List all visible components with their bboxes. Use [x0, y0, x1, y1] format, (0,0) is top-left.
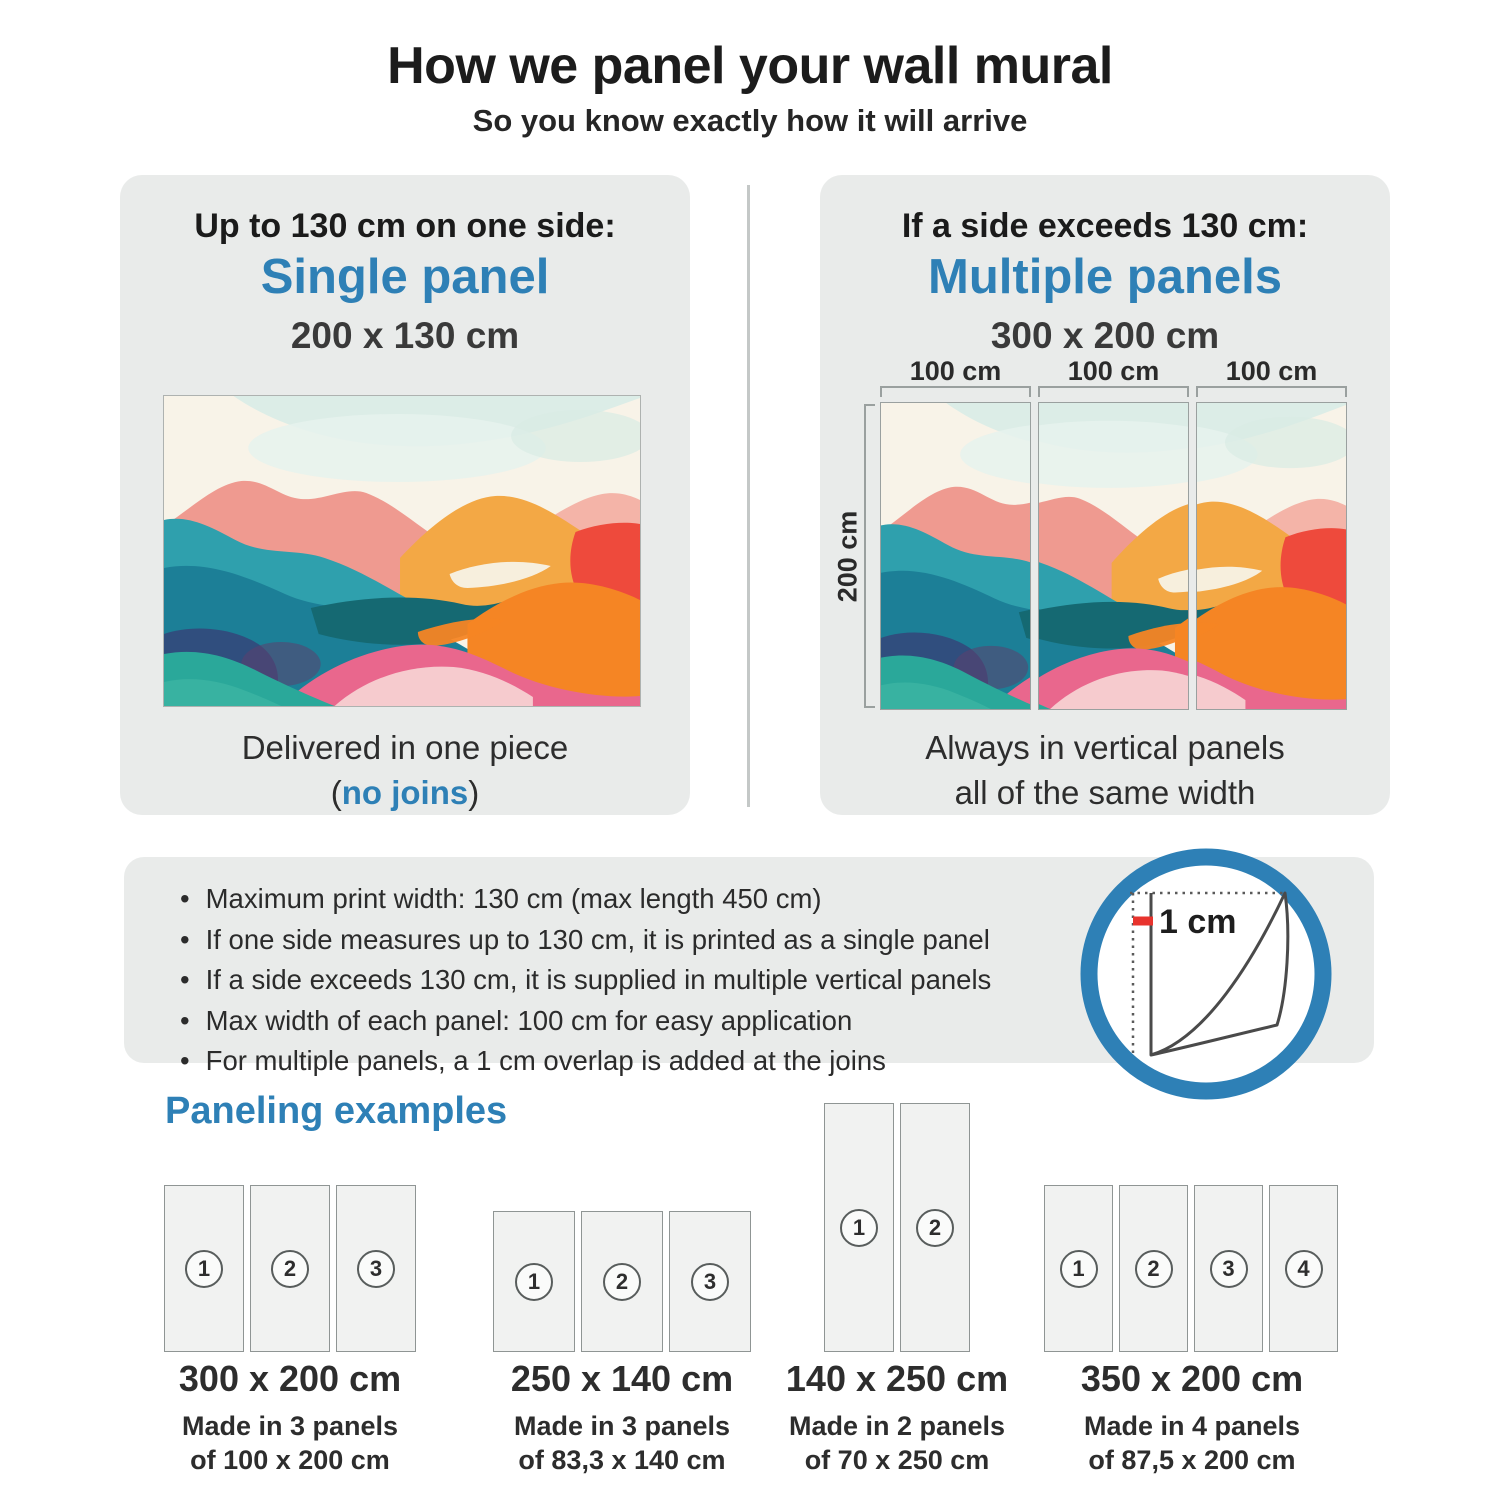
panel-number-badge: 3 [1210, 1250, 1248, 1288]
example-size: 250 x 140 cm [510, 1358, 734, 1399]
overlap-measure-label: 1 cm [1159, 903, 1237, 941]
example-panel [824, 1103, 894, 1352]
mural-artwork-slice [1197, 403, 1346, 709]
mural-image-single [163, 395, 641, 707]
panel-number-badge: 2 [271, 1250, 309, 1288]
panel-number-badge: 1 [840, 1209, 878, 1247]
page-subtitle: So you know exactly how it will arrive [472, 103, 1028, 138]
info-bullet: • If a side exceeds 130 cm, it is supplied in multiple vertical panels [180, 960, 991, 1001]
info-bullet: • If one side measures up to 130 cm, it is printed as a single panel [180, 920, 991, 961]
example-size: 350 x 200 cm [1080, 1358, 1304, 1399]
panel-number-badge: 1 [185, 1250, 223, 1288]
example-panel [250, 1185, 330, 1352]
example-panels-350x200 [1044, 1185, 1338, 1352]
width-bracket-1 [880, 386, 1031, 397]
caption-line1: Delivered in one piece [241, 729, 569, 766]
single-panel-card [120, 175, 690, 815]
example-panel [581, 1211, 663, 1352]
width-bracket-2 [1038, 386, 1189, 397]
example-size: 140 x 250 cm [785, 1358, 1009, 1399]
width-label-2: 100 cm [1067, 356, 1160, 386]
info-bullet: • For multiple panels, a 1 cm overlap is added at the joins [180, 1041, 991, 1082]
page-curl-icon [1075, 843, 1337, 1105]
panel-number-badge: 1 [1060, 1250, 1098, 1288]
height-label: 200 cm [832, 510, 863, 603]
panel-number-badge: 2 [916, 1209, 954, 1247]
info-bullet: • Max width of each panel: 100 cm for easy application [180, 1001, 991, 1042]
overlap-page-curl-icon [1075, 843, 1337, 1105]
example-panel [1044, 1185, 1113, 1352]
mural-panel-slice-2 [1038, 402, 1189, 710]
panel-number-badge: 1 [515, 1263, 553, 1301]
panel-number-badge: 2 [603, 1263, 641, 1301]
example-panel [900, 1103, 970, 1352]
mural-artwork [164, 396, 640, 706]
width-label-1: 100 cm [909, 356, 1002, 386]
example-detail: Made in 3 panels [513, 1411, 731, 1441]
mural-panel-slice-3 [1196, 402, 1347, 710]
height-bracket [864, 404, 875, 708]
example-detail: of 70 x 250 cm [804, 1445, 990, 1475]
example-panels-250x140 [493, 1211, 751, 1352]
page-title: How we panel your wall mural [387, 37, 1113, 95]
info-bullet: • Maximum print width: 130 cm (max length 450 cm) [180, 879, 991, 920]
example-panels-300x200 [164, 1185, 416, 1352]
example-size: 300 x 200 cm [178, 1358, 402, 1399]
example-panels-140x250 [824, 1103, 970, 1352]
panel-number-badge: 3 [691, 1263, 729, 1301]
caption-line1: Always in vertical panels [925, 729, 1285, 766]
info-bullet-list [180, 879, 991, 1082]
multiple-panels-condition: If a side exceeds 130 cm: [901, 207, 1309, 245]
example-detail: of 87,5 x 200 cm [1088, 1445, 1296, 1475]
example-detail: of 100 x 200 cm [190, 1445, 390, 1475]
example-caption-350x200 [1012, 1358, 1372, 1477]
example-panel [1269, 1185, 1338, 1352]
caption-highlight: no joins [341, 774, 469, 811]
caption-line2: all of the same width [954, 774, 1256, 811]
panel-number-badge: 3 [357, 1250, 395, 1288]
examples-heading: Paneling examples [165, 1090, 508, 1132]
example-panel [493, 1211, 575, 1352]
mural-artwork-slice [1039, 403, 1188, 709]
paren-open: ( [330, 774, 342, 811]
multiple-panels-heading: Multiple panels [928, 250, 1282, 304]
mural-panel-slice-1 [880, 402, 1031, 710]
example-panel [164, 1185, 244, 1352]
example-detail: Made in 2 panels [788, 1411, 1006, 1441]
single-panel-size: 200 x 130 cm [290, 315, 520, 356]
multiple-panels-size: 300 x 200 cm [990, 315, 1220, 356]
example-caption-300x200 [110, 1358, 470, 1477]
paren-close: ) [468, 774, 480, 811]
multiple-panels-card [820, 175, 1390, 815]
single-panel-condition: Up to 130 cm on one side: [194, 207, 616, 245]
example-panel [669, 1211, 751, 1352]
panel-number-badge: 2 [1135, 1250, 1173, 1288]
cards-divider [747, 185, 750, 807]
single-panel-caption [120, 725, 690, 815]
example-detail: Made in 4 panels [1083, 1411, 1301, 1441]
example-panel [1119, 1185, 1188, 1352]
width-label-3: 100 cm [1225, 356, 1318, 386]
width-bracket-3 [1196, 386, 1347, 397]
multiple-panels-caption [820, 725, 1390, 815]
example-detail: Made in 3 panels [181, 1411, 399, 1441]
single-panel-heading: Single panel [260, 250, 550, 304]
panel-number-badge: 4 [1285, 1250, 1323, 1288]
example-panel [336, 1185, 416, 1352]
mural-artwork-slice [881, 403, 1030, 709]
example-panel [1194, 1185, 1263, 1352]
example-detail: of 83,3 x 140 cm [518, 1445, 726, 1475]
